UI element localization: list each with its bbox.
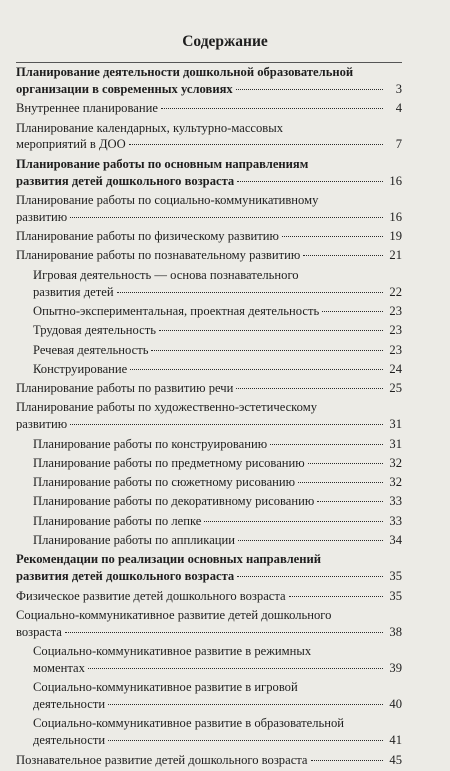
toc-entry-text: Социально-коммуникативное развитие в игровой <box>33 680 298 695</box>
toc-entry <box>16 228 402 245</box>
toc-entry-text: Планирование работы по основным направлениям <box>16 156 309 171</box>
toc-page-number: 45 <box>389 752 402 767</box>
toc-entry <box>16 361 402 378</box>
dot-leader <box>236 388 383 389</box>
table-of-contents <box>16 62 402 771</box>
toc-entry-text: Конструирование <box>33 361 128 376</box>
toc-entry-text: Трудовая деятельность <box>33 323 156 338</box>
toc-entry <box>16 303 402 320</box>
toc-entry-text: развития детей <box>33 284 114 299</box>
dot-leader <box>65 632 383 633</box>
dot-leader <box>237 576 383 577</box>
toc-entry <box>16 399 402 433</box>
dot-leader <box>129 144 383 145</box>
toc-entry-text: Планирование работы по развитию речи <box>16 381 234 396</box>
dot-leader <box>88 668 383 669</box>
toc-entry <box>16 322 402 339</box>
toc-entry-text: развития детей дошкольного возраста <box>16 569 235 584</box>
dot-leader <box>237 181 383 182</box>
toc-entry-text: возраста <box>16 624 62 639</box>
toc-entry-text: Планирование работы по предметному рисованию <box>33 455 305 470</box>
dot-leader <box>204 521 383 522</box>
toc-entry <box>16 100 402 117</box>
toc-entry <box>16 436 402 453</box>
dot-leader <box>70 217 383 218</box>
toc-page-number: 40 <box>389 697 402 712</box>
dot-leader <box>289 596 383 597</box>
page-title: Содержание <box>182 33 268 50</box>
toc-entry-text: Планирование календарных, культурно-массовых <box>16 120 284 135</box>
toc-entry-text: развитию <box>16 209 68 224</box>
toc-entry-text: Планирование работы по лепке <box>33 513 202 528</box>
toc-entry-text: Планирование работы по конструированию <box>33 436 268 451</box>
toc-entry-text: Планирование работы по декоративному рисованию <box>33 494 315 509</box>
dot-leader <box>161 108 383 109</box>
toc-entry-text: Социально-коммуникативное развитие в образовательной <box>33 716 345 731</box>
toc-entry <box>16 267 402 301</box>
toc-entry-text: деятельности <box>33 733 106 748</box>
toc-entry <box>16 532 402 549</box>
toc-page-number: 32 <box>389 475 402 490</box>
toc-entry-text: Планирование работы по социально-коммуникативному <box>16 192 319 207</box>
toc-entry <box>16 380 402 397</box>
toc-entry <box>16 588 402 605</box>
toc-entry-text: моментах <box>33 660 85 675</box>
toc-entry-text: Планирование работы по аппликации <box>33 533 236 548</box>
dot-leader <box>317 501 383 502</box>
toc-entry <box>16 679 402 713</box>
dot-leader <box>70 424 383 425</box>
toc-entry-text: Познавательное развитие детей дошкольного возраста <box>16 752 308 767</box>
toc-entry-text: организации в современных условиях <box>16 81 233 96</box>
toc-entry-text: Планирование работы по физическому развитию <box>16 229 279 244</box>
toc-entry-text: Внутреннее планирование <box>16 101 158 116</box>
dot-leader <box>322 311 383 312</box>
toc-page-number: 16 <box>389 173 402 188</box>
toc-entry-text: Социально-коммуникативное развитие детей дошкольного <box>16 607 332 622</box>
dot-leader <box>270 444 383 445</box>
toc-page-number: 19 <box>389 229 402 244</box>
toc-entry-text: Социально-коммуникативное развитие в режимных <box>33 644 312 659</box>
dot-leader <box>308 463 383 464</box>
toc-page-number: 35 <box>389 569 402 584</box>
toc-page-number: 4 <box>395 101 402 116</box>
toc-entry <box>16 342 402 359</box>
toc-page-number: 32 <box>389 455 402 470</box>
toc-page-number: 33 <box>389 513 402 528</box>
toc-entry-text: развития детей дошкольного возраста <box>16 173 235 188</box>
toc-page-number: 33 <box>389 494 402 509</box>
dot-leader <box>282 236 383 237</box>
toc-entry-text: Планирование работы по художественно-эстетическому <box>16 400 317 415</box>
toc-entry-text: Игровая деятельность — основа познавательного <box>33 267 299 282</box>
dot-leader <box>311 760 383 761</box>
toc-entry <box>16 455 402 472</box>
toc-entry <box>16 192 402 226</box>
toc-entry <box>16 643 402 677</box>
dot-leader <box>238 540 383 541</box>
toc-entry-text: Физическое развитие детей дошкольного возраста <box>16 588 286 603</box>
toc-page-number: 16 <box>389 209 402 224</box>
toc-section-heading <box>16 156 402 190</box>
dot-leader <box>117 292 383 293</box>
toc-entry-text: мероприятий в ДОО <box>16 137 126 152</box>
toc-entry <box>16 474 402 491</box>
toc-page-number: 22 <box>389 284 402 299</box>
toc-entry <box>16 513 402 530</box>
toc-entry <box>16 247 402 264</box>
dot-leader <box>298 482 383 483</box>
toc-page-number: 31 <box>389 417 402 432</box>
toc-page-number: 23 <box>389 323 402 338</box>
toc-section-heading <box>16 551 402 585</box>
toc-entry-text: деятельности <box>33 697 106 712</box>
toc-page-number: 24 <box>389 361 402 376</box>
toc-entry-text: Рекомендации по реализации основных направлений <box>16 552 322 567</box>
toc-page-number: 38 <box>389 624 402 639</box>
dot-leader <box>159 330 383 331</box>
toc-page-number: 21 <box>389 248 402 263</box>
toc-page-number: 35 <box>389 588 402 603</box>
toc-page-number: 25 <box>389 381 402 396</box>
toc-page-number: 3 <box>395 81 402 96</box>
toc-page-number: 23 <box>389 342 402 357</box>
toc-section-heading <box>16 62 402 98</box>
toc-entry <box>16 493 402 510</box>
toc-entry <box>16 607 402 641</box>
toc-entry <box>16 752 402 769</box>
toc-entry-text: Речевая деятельность <box>33 342 149 357</box>
dot-leader <box>303 255 383 256</box>
toc-entry-text: Планирование работы по сюжетному рисованию <box>33 475 296 490</box>
dot-leader <box>151 350 383 351</box>
toc-page-number: 34 <box>389 533 402 548</box>
toc-page-number: 23 <box>389 303 402 318</box>
toc-page-number: 31 <box>389 436 402 451</box>
toc-page-number: 39 <box>389 660 402 675</box>
toc-page-number: 41 <box>389 733 402 748</box>
dot-leader <box>130 369 383 370</box>
toc-entry <box>16 715 402 749</box>
toc-entry-text: Планирование деятельности дошкольной образовательной <box>16 65 354 79</box>
dot-leader <box>108 740 383 741</box>
toc-entry-text: Опытно-экспериментальная, проектная деятельность <box>33 303 320 318</box>
dot-leader <box>236 89 383 90</box>
toc-page-number: 7 <box>395 137 402 152</box>
toc-entry-text: развитию <box>16 417 68 432</box>
toc-entry <box>16 120 402 154</box>
toc-entry-text: Планирование работы по познавательному развитию <box>16 248 301 263</box>
